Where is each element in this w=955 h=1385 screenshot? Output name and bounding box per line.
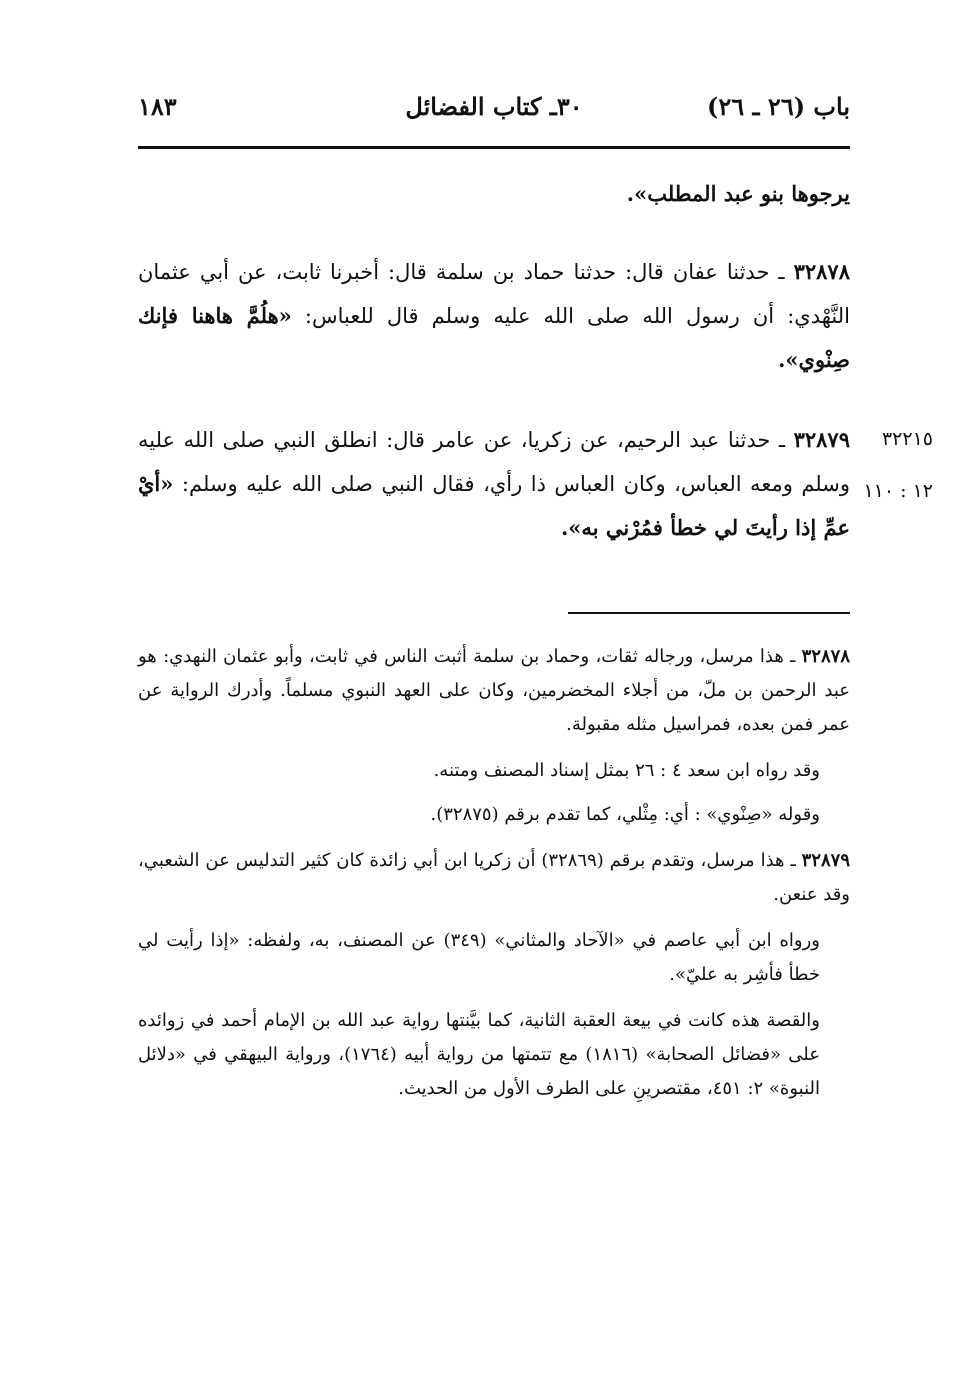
hadith-chain: ـ حدثنا عبد الرحيم، عن زكريا، عن عامر قال: انطلق النبي صلى الله عليه وسلم ومعه العباس، وكان العباس ذا رأي، فقال النبي صلى الله عليه وسلم:: [138, 428, 850, 496]
hadith-quote: «أيْ عمِّ إذا رأيتَ لي خطأ فمُرْني به».: [138, 471, 850, 540]
hadith-quote: «هلُمَّ هاهنا فإنك صِنْوي».: [138, 303, 850, 372]
book-title: ٣٠ـ كتاب الفضائل: [405, 92, 583, 121]
page-header: [138, 92, 850, 142]
footnotes: [138, 640, 850, 1106]
footnote-text: ـ هذا مرسل، وتقدم برقم (٣٢٨٦٩) أن زكريا ابن أبي زائدة كان كثير التدليس عن الشعبي، وقد عنعن.: [138, 850, 850, 905]
hadith-number: ٣٢٨٧٩: [793, 427, 850, 452]
intro-line: [138, 172, 850, 215]
hadith-32879: [138, 418, 850, 550]
hadith-32878: [138, 250, 850, 382]
footnote-paragraph: وقد رواه ابن سعد ٤ : ٢٦ بمثل إسناد المصنف ومتنه.: [433, 760, 820, 781]
margin-ref-2: ١٢ : ١١٠: [863, 480, 933, 502]
hadith-chain: ـ حدثنا عفان قال: حدثنا حماد بن سلمة قال: أخبرنا ثابت، عن أبي عثمان النَّهْدي: أن رسول الله صلى الله عليه وسلم قال للعباس:: [138, 260, 850, 328]
chapter-label: باب (٢٦ ـ ٢٦): [707, 92, 850, 121]
footnote-text: ـ هذا مرسل، ورجاله ثقات، وحماد بن سلمة أثبت الناس في ثابت، وأبو عثمان النهدي: هو عبد الرحمن بن ملّ، من أجلاء المخضرمين، وكان على العهد النبوي مسلماً. وأدرك الرواية عن عمر فمن بعده، فمراسيل مثله مقبولة.: [138, 646, 850, 735]
hadith-number: ٣٢٨٧٨: [793, 259, 850, 284]
footnote-rule: [568, 612, 850, 614]
margin-ref-1: ٣٢٢١٥: [881, 428, 933, 450]
header-rule: [138, 146, 850, 149]
footnote-number: ٣٢٨٧٨: [801, 646, 850, 667]
footnote-paragraph: ورواه ابن أبي عاصم في «الآحاد والمثاني» (٣٤٩) عن المصنف، به، ولفظه: «إذا رأيت لي خطأ فأشِر به عليّ».: [138, 930, 820, 985]
footnote-paragraph: وقوله «صِنْوي» : أي: مِثْلي، كما تقدم برقم (٣٢٨٧٥).: [430, 804, 820, 825]
page-number: ١٨٣: [138, 92, 177, 121]
footnote-number: ٣٢٨٧٩: [801, 850, 851, 871]
footnote-paragraph: والقصة هذه كانت في بيعة العقبة الثانية، كما بيَّنتها رواية عبد الله بن الإمام أحمد في زوائده على «فضائل الصحابة» (١٨١٦) مع تتمتها من رواية أبيه (١٧٦٤)، ورواية البيهقي في «دلائل النبوة» ٢: ٤٥١، مقتصرينِ على الطرف الأول من الحديث.: [138, 1010, 820, 1099]
intro-text: يرجوها بنو عبد المطلب».: [626, 181, 850, 206]
